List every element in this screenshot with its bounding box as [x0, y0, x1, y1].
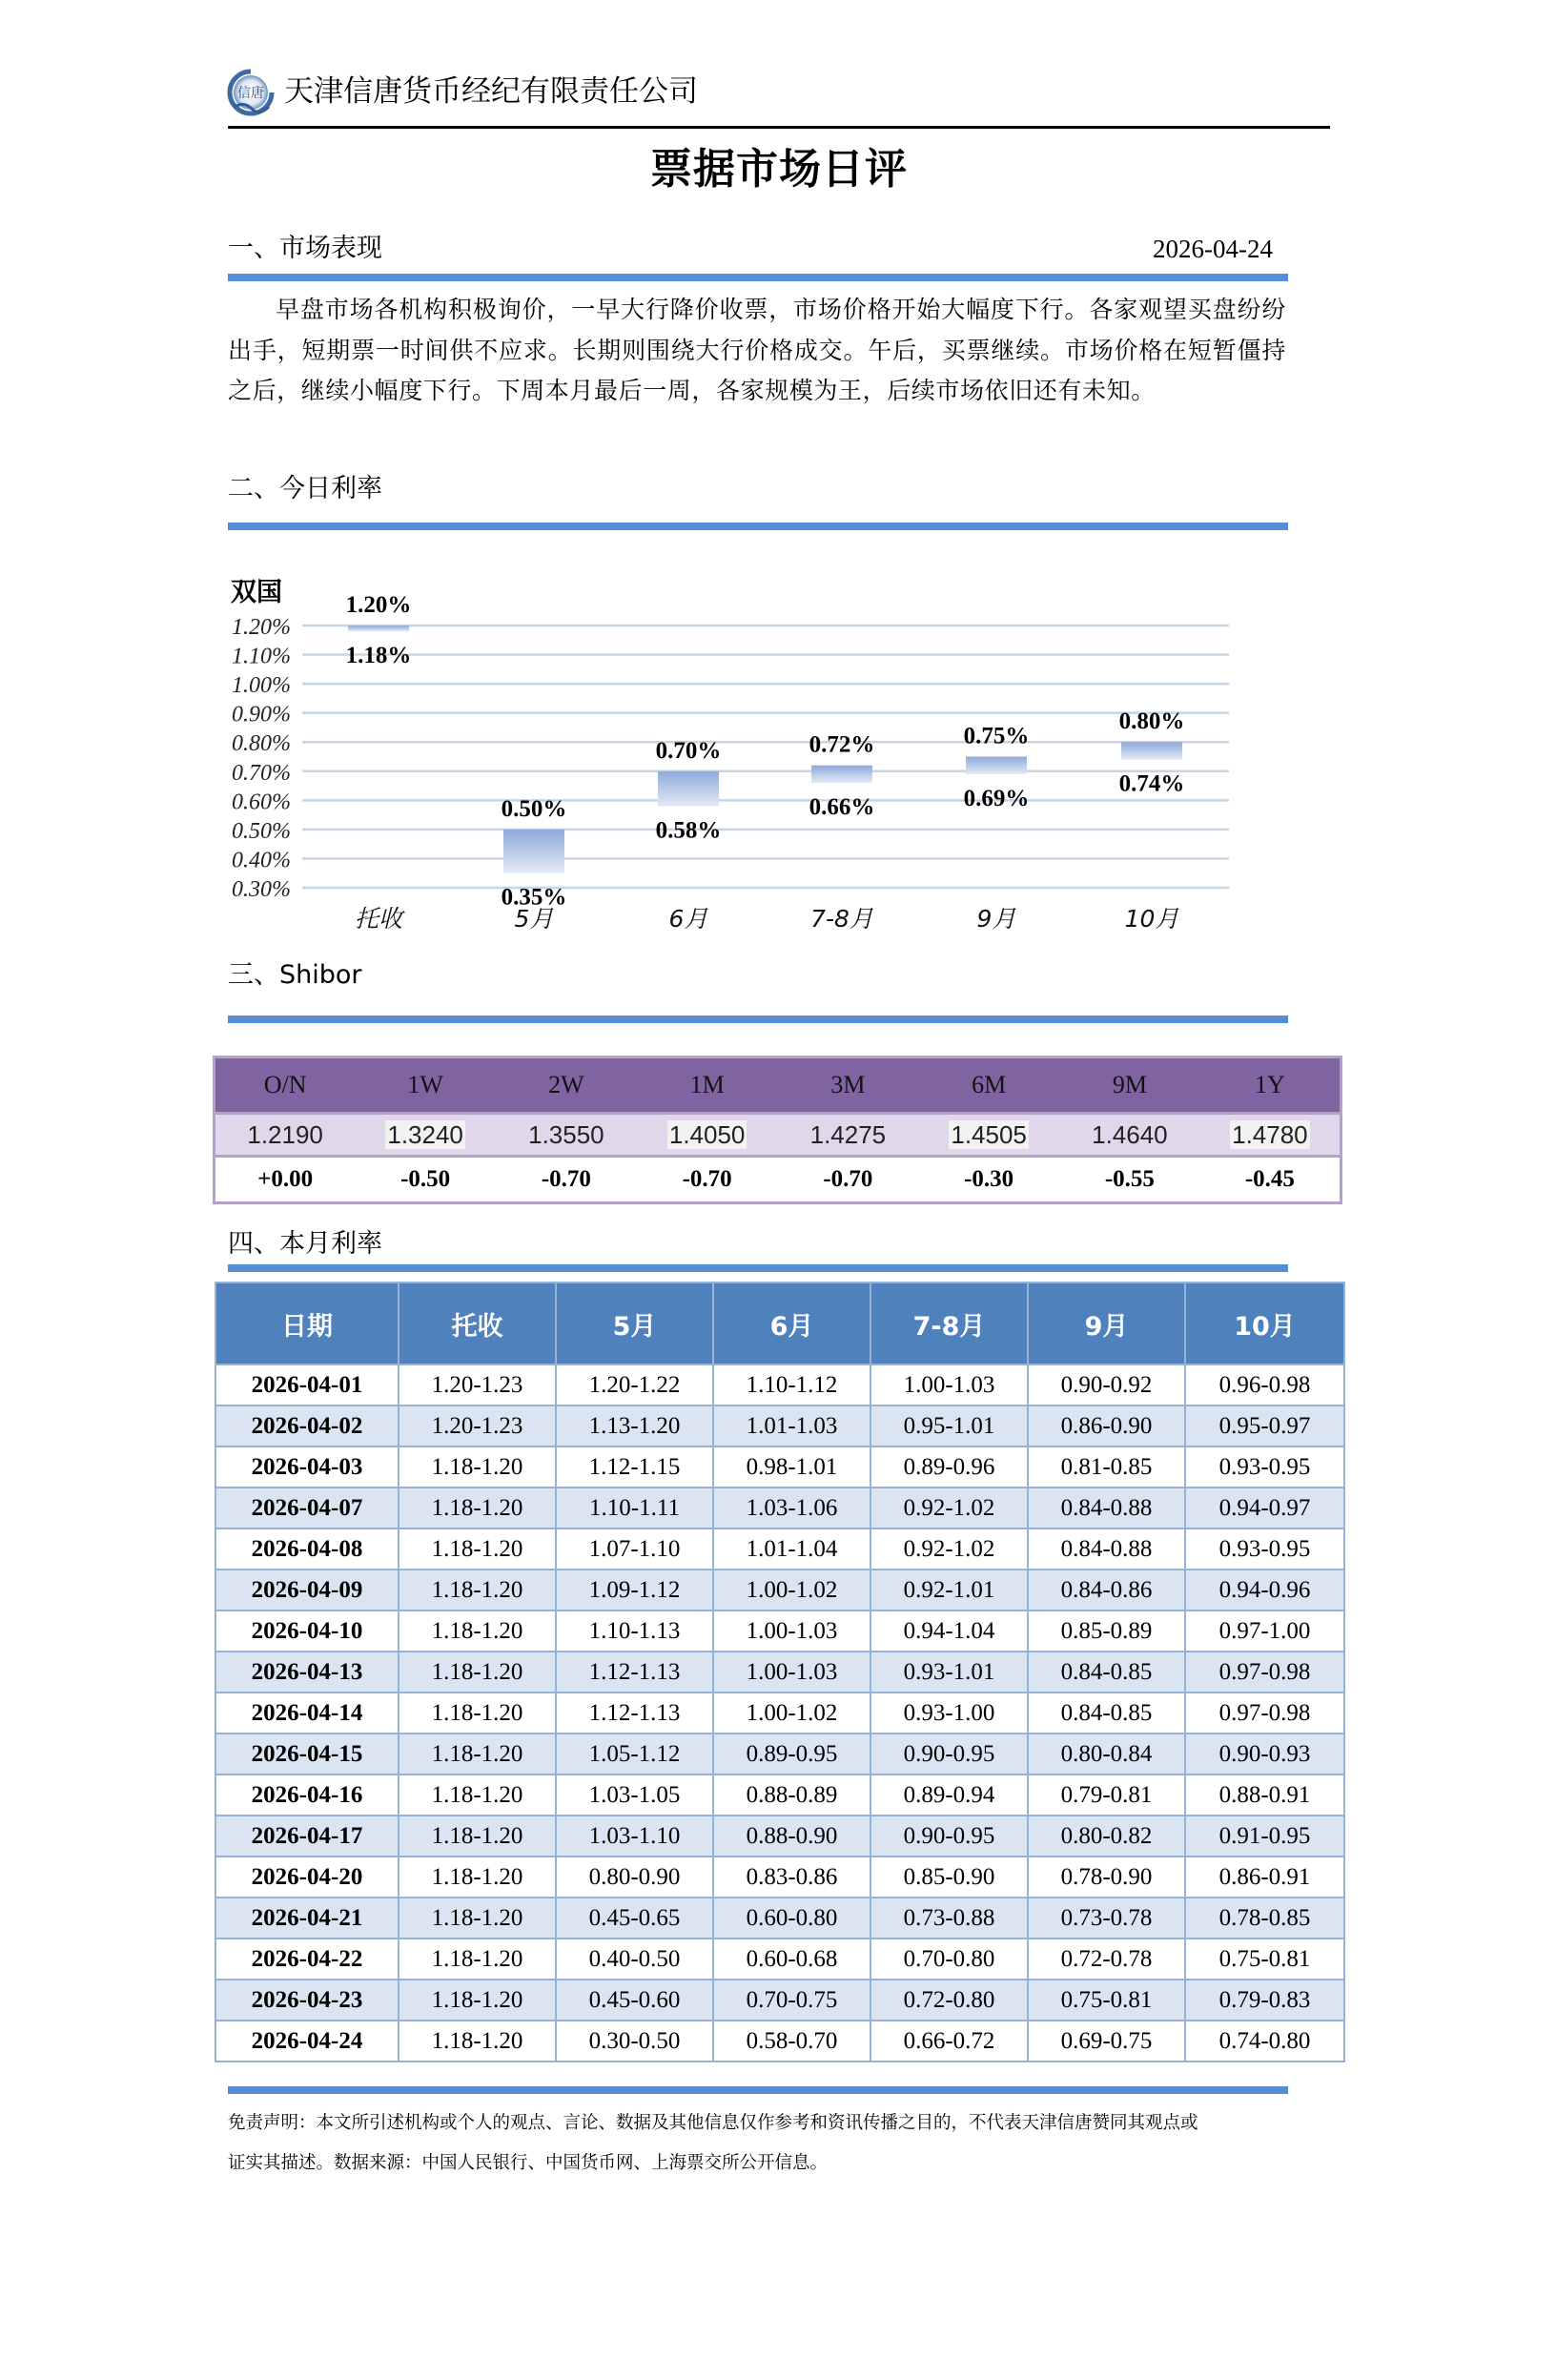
- rate-range-cell: 0.88-0.90: [713, 1816, 870, 1857]
- rate-range-cell: 0.70-0.80: [870, 1939, 1028, 1980]
- rate-range-cell: 0.90-0.92: [1028, 1364, 1185, 1405]
- rate-range-cell: 1.18-1.20: [399, 1529, 556, 1570]
- row-date: 2026-04-15: [215, 1734, 399, 1775]
- rate-range-cell: 0.84-0.88: [1028, 1529, 1185, 1570]
- rate-range-cell: 1.00-1.03: [713, 1652, 870, 1693]
- shibor-col-header: 2W: [496, 1057, 637, 1114]
- rate-range-cell: 0.97-0.98: [1185, 1693, 1344, 1734]
- col-header-jul-aug: 7-8月: [870, 1282, 1028, 1364]
- disclaimer-line: 证实其描述。数据来源：中国人民银行、中国货币网、上海票交所公开信息。: [228, 2153, 829, 2173]
- y-tick-label: 0.70%: [232, 760, 291, 786]
- disclaimer-line: 免责声明：本文所引述机构或个人的观点、言论、数据及其他信息仅作参考和资讯传播之目的，不代表天津信唐赞同其观点或: [228, 2113, 1198, 2133]
- rate-range-cell: 0.97-0.98: [1185, 1652, 1344, 1693]
- col-header-jun: 6月: [713, 1282, 870, 1364]
- shibor-value: 1.2190: [247, 1119, 323, 1149]
- rate-range-cell: 0.84-0.86: [1028, 1570, 1185, 1611]
- table-row: [215, 1693, 1344, 1734]
- shibor-col-header: 1W: [355, 1057, 496, 1114]
- shibor-change-row: [215, 1157, 1341, 1203]
- rate-range-cell: 0.89-0.95: [713, 1734, 870, 1775]
- low-value-label: 0.69%: [963, 785, 1030, 811]
- rate-range-cell: 0.90-0.95: [870, 1816, 1028, 1857]
- footer-divider: [228, 2086, 1288, 2094]
- table-row: [215, 1529, 1344, 1570]
- row-date: 2026-04-16: [215, 1775, 399, 1816]
- shibor-value-cell: [496, 1114, 637, 1157]
- rate-range-cell: 0.97-1.00: [1185, 1611, 1344, 1652]
- rate-range-cell: 1.18-1.20: [399, 1570, 556, 1611]
- shibor-value: 1.3240: [387, 1119, 463, 1149]
- high-value-label: 0.50%: [501, 795, 567, 822]
- rate-range-cell: 0.98-1.01: [713, 1446, 870, 1488]
- rate-range-cell: 1.18-1.20: [399, 1939, 556, 1980]
- low-value-label: 0.35%: [501, 884, 567, 911]
- rate-range-cell: 1.20-1.22: [556, 1364, 713, 1405]
- rate-range-cell: 0.60-0.80: [713, 1898, 870, 1939]
- rate-range-cell: 0.80-0.82: [1028, 1816, 1185, 1857]
- table-row: [215, 1939, 1344, 1980]
- rate-range-cell: 1.18-1.20: [399, 1446, 556, 1488]
- rate-range-cell: 0.75-0.81: [1185, 1939, 1344, 1980]
- market-commentary: 早盘市场各机构积极询价，一早大行降价收票，市场价格开始大幅度下行。各家观望买盘纷纷出手，短期票一时间供不应求。长期则围绕大行价格成交。午后，买票继续。市场价格在短暂僵持之后，继续小幅度下行。下周本月最后一周，各家规模为王，后续市场依旧还有未知。: [228, 296, 1286, 404]
- rate-range-cell: 0.73-0.88: [870, 1898, 1028, 1939]
- rate-range-cell: 1.10-1.13: [556, 1611, 713, 1652]
- shibor-col-header: 1M: [637, 1057, 778, 1114]
- rate-range-cell: 1.07-1.10: [556, 1529, 713, 1570]
- rate-range-cell: 1.18-1.20: [399, 1652, 556, 1693]
- row-date: 2026-04-23: [215, 1980, 399, 2021]
- range-bar: [658, 771, 719, 807]
- rate-range-cell: 1.09-1.12: [556, 1570, 713, 1611]
- high-value-label: 1.20%: [345, 592, 412, 618]
- table-row: [215, 1980, 1344, 2021]
- rate-range-cell: 0.40-0.50: [556, 1939, 713, 1980]
- row-date: 2026-04-13: [215, 1652, 399, 1693]
- row-date: 2026-04-08: [215, 1529, 399, 1570]
- monthly-rate-table: [215, 1282, 1345, 2062]
- page-title: 票据市场日评: [650, 145, 908, 194]
- rate-range-cell: 0.69-0.75: [1028, 2021, 1185, 2062]
- y-tick-label: 0.60%: [232, 790, 291, 815]
- rate-range-cell: 1.00-1.03: [713, 1611, 870, 1652]
- shibor-change: -0.70: [637, 1157, 778, 1203]
- rate-range-cell: 0.60-0.68: [713, 1939, 870, 1980]
- rate-range-cell: 0.70-0.75: [713, 1980, 870, 2021]
- rate-range-cell: 1.03-1.05: [556, 1775, 713, 1816]
- low-value-label: 0.74%: [1118, 770, 1185, 797]
- rate-range-cell: 0.81-0.85: [1028, 1446, 1185, 1488]
- rate-range-cell: 1.20-1.23: [399, 1364, 556, 1405]
- rate-range-cell: 0.88-0.91: [1185, 1775, 1344, 1816]
- range-bar: [966, 757, 1027, 774]
- shibor-col-header: 3M: [778, 1057, 919, 1114]
- rate-range-cell: 0.79-0.81: [1028, 1775, 1185, 1816]
- range-bar: [1121, 742, 1182, 759]
- row-date: 2026-04-01: [215, 1364, 399, 1405]
- shibor-col-header: 9M: [1059, 1057, 1200, 1114]
- shibor-col-header: O/N: [215, 1057, 356, 1114]
- rate-range-cell: 0.78-0.85: [1185, 1898, 1344, 1939]
- y-tick-label: 0.30%: [232, 877, 291, 902]
- rate-range-cell: 0.78-0.90: [1028, 1857, 1185, 1898]
- rate-range-cell: 1.00-1.02: [713, 1693, 870, 1734]
- row-date: 2026-04-10: [215, 1611, 399, 1652]
- rate-range-cell: 0.73-0.78: [1028, 1898, 1185, 1939]
- disclaimer: [228, 2103, 1296, 2184]
- rate-range-cell: 1.01-1.04: [713, 1529, 870, 1570]
- x-category-label: 7-8月: [810, 905, 873, 933]
- shibor-value-cell: [637, 1114, 778, 1157]
- table-row: [215, 1405, 1344, 1446]
- rate-range-cell: 0.58-0.70: [713, 2021, 870, 2062]
- shibor-value: 1.4780: [1232, 1119, 1308, 1149]
- shibor-change: -0.50: [355, 1157, 496, 1203]
- rate-range-cell: 0.84-0.85: [1028, 1652, 1185, 1693]
- rate-range-cell: 1.18-1.20: [399, 1898, 556, 1939]
- table-row: [215, 1775, 1344, 1816]
- table-row: [215, 1816, 1344, 1857]
- low-value-label: 0.66%: [809, 794, 875, 820]
- logo-text: 信唐: [237, 86, 264, 101]
- row-date: 2026-04-09: [215, 1570, 399, 1611]
- rate-range-cell: 1.00-1.03: [870, 1364, 1028, 1405]
- rate-range-cell: 0.96-0.98: [1185, 1364, 1344, 1405]
- range-bar: [503, 830, 564, 873]
- rate-range-cell: 0.90-0.93: [1185, 1734, 1344, 1775]
- rate-range-cell: 1.12-1.13: [556, 1693, 713, 1734]
- table-row: [215, 1488, 1344, 1529]
- shibor-change: -0.45: [1200, 1157, 1341, 1203]
- rate-range-cell: 1.18-1.20: [399, 1693, 556, 1734]
- shibor-change: -0.70: [778, 1157, 919, 1203]
- high-value-label: 0.80%: [1118, 708, 1185, 735]
- rate-range-cell: 0.93-0.95: [1185, 1446, 1344, 1488]
- rate-range-cell: 1.18-1.20: [399, 1816, 556, 1857]
- shibor-value: 1.4505: [951, 1119, 1027, 1149]
- shibor-col-header: 6M: [918, 1057, 1059, 1114]
- x-category-label: 5月: [514, 905, 554, 933]
- shibor-change: -0.30: [918, 1157, 1059, 1203]
- y-tick-label: 1.20%: [232, 615, 291, 640]
- report-date: 2026-04-24: [1153, 235, 1273, 263]
- rate-range-cell: 0.93-0.95: [1185, 1529, 1344, 1570]
- rate-range-cell: 1.12-1.13: [556, 1652, 713, 1693]
- shibor-value: 1.4640: [1092, 1119, 1168, 1149]
- rate-range-cell: 0.93-1.00: [870, 1693, 1028, 1734]
- rate-range-cell: 0.94-0.96: [1185, 1570, 1344, 1611]
- rate-range-cell: 0.94-0.97: [1185, 1488, 1344, 1529]
- table-row: [215, 1611, 1344, 1652]
- col-header-collection: 托收: [399, 1282, 556, 1364]
- shibor-value: 1.3550: [528, 1119, 604, 1149]
- rate-range-cell: 0.84-0.88: [1028, 1488, 1185, 1529]
- rate-range-cell: 0.80-0.84: [1028, 1734, 1185, 1775]
- table-row: [215, 1652, 1344, 1693]
- table-row: [215, 1570, 1344, 1611]
- rate-range-cell: 0.95-1.01: [870, 1405, 1028, 1446]
- rate-range-cell: 1.18-1.20: [399, 1611, 556, 1652]
- rate-range-cell: 1.05-1.12: [556, 1734, 713, 1775]
- high-value-label: 0.70%: [655, 737, 722, 764]
- shibor-value-cell: [778, 1114, 919, 1157]
- section-divider: [228, 1264, 1288, 1272]
- x-category-label: 6月: [668, 905, 708, 933]
- rate-range-cell: 0.85-0.89: [1028, 1611, 1185, 1652]
- col-header-sep: 9月: [1028, 1282, 1185, 1364]
- monthly-header-row: [215, 1282, 1344, 1364]
- rate-range-chart: [0, 0, 1556, 954]
- x-category-label: 10月: [1124, 905, 1179, 933]
- row-date: 2026-04-22: [215, 1939, 399, 1980]
- section-heading-shibor: 三、Shibor: [228, 960, 362, 990]
- rate-range-cell: 1.10-1.12: [713, 1364, 870, 1405]
- row-date: 2026-04-02: [215, 1405, 399, 1446]
- rate-range-cell: 0.94-1.04: [870, 1611, 1028, 1652]
- rate-range-cell: 0.89-0.94: [870, 1775, 1028, 1816]
- row-date: 2026-04-21: [215, 1898, 399, 1939]
- rate-range-cell: 0.85-0.90: [870, 1857, 1028, 1898]
- section-heading-market: 一、市场表现: [228, 234, 382, 263]
- row-date: 2026-04-14: [215, 1693, 399, 1734]
- shibor-value-cell: [215, 1114, 356, 1157]
- row-date: 2026-04-17: [215, 1816, 399, 1857]
- rate-range-cell: 1.10-1.11: [556, 1488, 713, 1529]
- low-value-label: 1.18%: [345, 643, 412, 669]
- y-tick-label: 0.80%: [232, 731, 291, 757]
- col-header-oct: 10月: [1185, 1282, 1344, 1364]
- table-row: [215, 1734, 1344, 1775]
- section-divider: [228, 1016, 1288, 1023]
- rate-range-cell: 1.20-1.23: [399, 1405, 556, 1446]
- chart-title: 双国: [231, 578, 282, 606]
- col-header-may: 5月: [556, 1282, 713, 1364]
- rate-range-cell: 1.18-1.20: [399, 1734, 556, 1775]
- rate-range-cell: 0.89-0.96: [870, 1446, 1028, 1488]
- rate-range-cell: 1.01-1.03: [713, 1405, 870, 1446]
- high-value-label: 0.75%: [963, 723, 1030, 749]
- rate-range-cell: 0.92-1.02: [870, 1529, 1028, 1570]
- rate-range-cell: 1.03-1.10: [556, 1816, 713, 1857]
- rate-range-cell: 0.95-0.97: [1185, 1405, 1344, 1446]
- rate-range-cell: 0.83-0.86: [713, 1857, 870, 1898]
- x-category-label: 9月: [976, 905, 1016, 933]
- y-tick-label: 0.90%: [232, 702, 291, 728]
- rate-range-cell: 0.74-0.80: [1185, 2021, 1344, 2062]
- rate-range-cell: 1.13-1.20: [556, 1405, 713, 1446]
- rate-range-cell: 0.88-0.89: [713, 1775, 870, 1816]
- shibor-header-row: [215, 1057, 1341, 1114]
- rate-range-cell: 1.18-1.20: [399, 2021, 556, 2062]
- shibor-col-header: 1Y: [1200, 1057, 1341, 1114]
- rate-range-cell: 1.18-1.20: [399, 1488, 556, 1529]
- rate-range-cell: 1.18-1.20: [399, 1980, 556, 2021]
- rate-range-cell: 0.84-0.85: [1028, 1693, 1185, 1734]
- shibor-value-cell: [1059, 1114, 1200, 1157]
- shibor-value-cell: [355, 1114, 496, 1157]
- rate-range-cell: 0.30-0.50: [556, 2021, 713, 2062]
- rate-range-cell: 0.79-0.83: [1185, 1980, 1344, 2021]
- rate-range-cell: 0.91-0.95: [1185, 1816, 1344, 1857]
- shibor-table: [213, 1056, 1342, 1204]
- x-category-label: 托收: [354, 905, 403, 933]
- rate-range-cell: 1.12-1.15: [556, 1446, 713, 1488]
- col-header-date: 日期: [215, 1282, 399, 1364]
- section-heading-rates: 二、今日利率: [228, 474, 382, 503]
- table-row: [215, 1364, 1344, 1405]
- rate-range-cell: 0.72-0.80: [870, 1980, 1028, 2021]
- shibor-value-cell: [1200, 1114, 1341, 1157]
- table-row: [215, 1446, 1344, 1488]
- row-date: 2026-04-24: [215, 2021, 399, 2062]
- rate-range-cell: 0.80-0.90: [556, 1857, 713, 1898]
- rate-range-cell: 0.86-0.91: [1185, 1857, 1344, 1898]
- table-row: [215, 2021, 1344, 2062]
- shibor-value: 1.4275: [809, 1119, 887, 1149]
- rate-range-cell: 0.45-0.65: [556, 1898, 713, 1939]
- rate-range-cell: 1.03-1.06: [713, 1488, 870, 1529]
- rate-range-cell: 0.93-1.01: [870, 1652, 1028, 1693]
- shibor-value-row: [215, 1114, 1341, 1157]
- y-tick-label: 1.10%: [232, 644, 291, 669]
- row-date: 2026-04-03: [215, 1446, 399, 1488]
- rate-range-cell: 0.86-0.90: [1028, 1405, 1185, 1446]
- rate-range-cell: 1.18-1.20: [399, 1857, 556, 1898]
- y-tick-label: 0.40%: [232, 848, 291, 873]
- rate-range-cell: 1.00-1.02: [713, 1570, 870, 1611]
- table-row: [215, 1857, 1344, 1898]
- company-name: 天津信唐货币经纪有限责任公司: [284, 74, 698, 109]
- shibor-value: 1.4050: [668, 1119, 746, 1149]
- y-tick-label: 1.00%: [232, 673, 291, 699]
- row-date: 2026-04-20: [215, 1857, 399, 1898]
- high-value-label: 0.72%: [809, 731, 875, 758]
- shibor-change: -0.70: [496, 1157, 637, 1203]
- rate-range-cell: 0.45-0.60: [556, 1980, 713, 2021]
- rate-range-cell: 0.90-0.95: [870, 1734, 1028, 1775]
- low-value-label: 0.58%: [655, 817, 722, 844]
- shibor-change: +0.00: [215, 1157, 356, 1203]
- row-date: 2026-04-07: [215, 1488, 399, 1529]
- section-heading-monthly: 四、本月利率: [228, 1229, 382, 1259]
- rate-range-cell: 0.75-0.81: [1028, 1980, 1185, 2021]
- rate-range-cell: 0.92-1.02: [870, 1488, 1028, 1529]
- rate-range-cell: 0.66-0.72: [870, 2021, 1028, 2062]
- y-tick-label: 0.50%: [232, 818, 291, 844]
- rate-range-cell: 0.72-0.78: [1028, 1939, 1185, 1980]
- table-row: [215, 1898, 1344, 1939]
- rate-range-cell: 0.92-1.01: [870, 1570, 1028, 1611]
- rate-range-cell: 1.18-1.20: [399, 1775, 556, 1816]
- range-bar: [811, 766, 872, 783]
- shibor-value-cell: [918, 1114, 1059, 1157]
- range-bar: [348, 626, 409, 631]
- shibor-change: -0.55: [1059, 1157, 1200, 1203]
